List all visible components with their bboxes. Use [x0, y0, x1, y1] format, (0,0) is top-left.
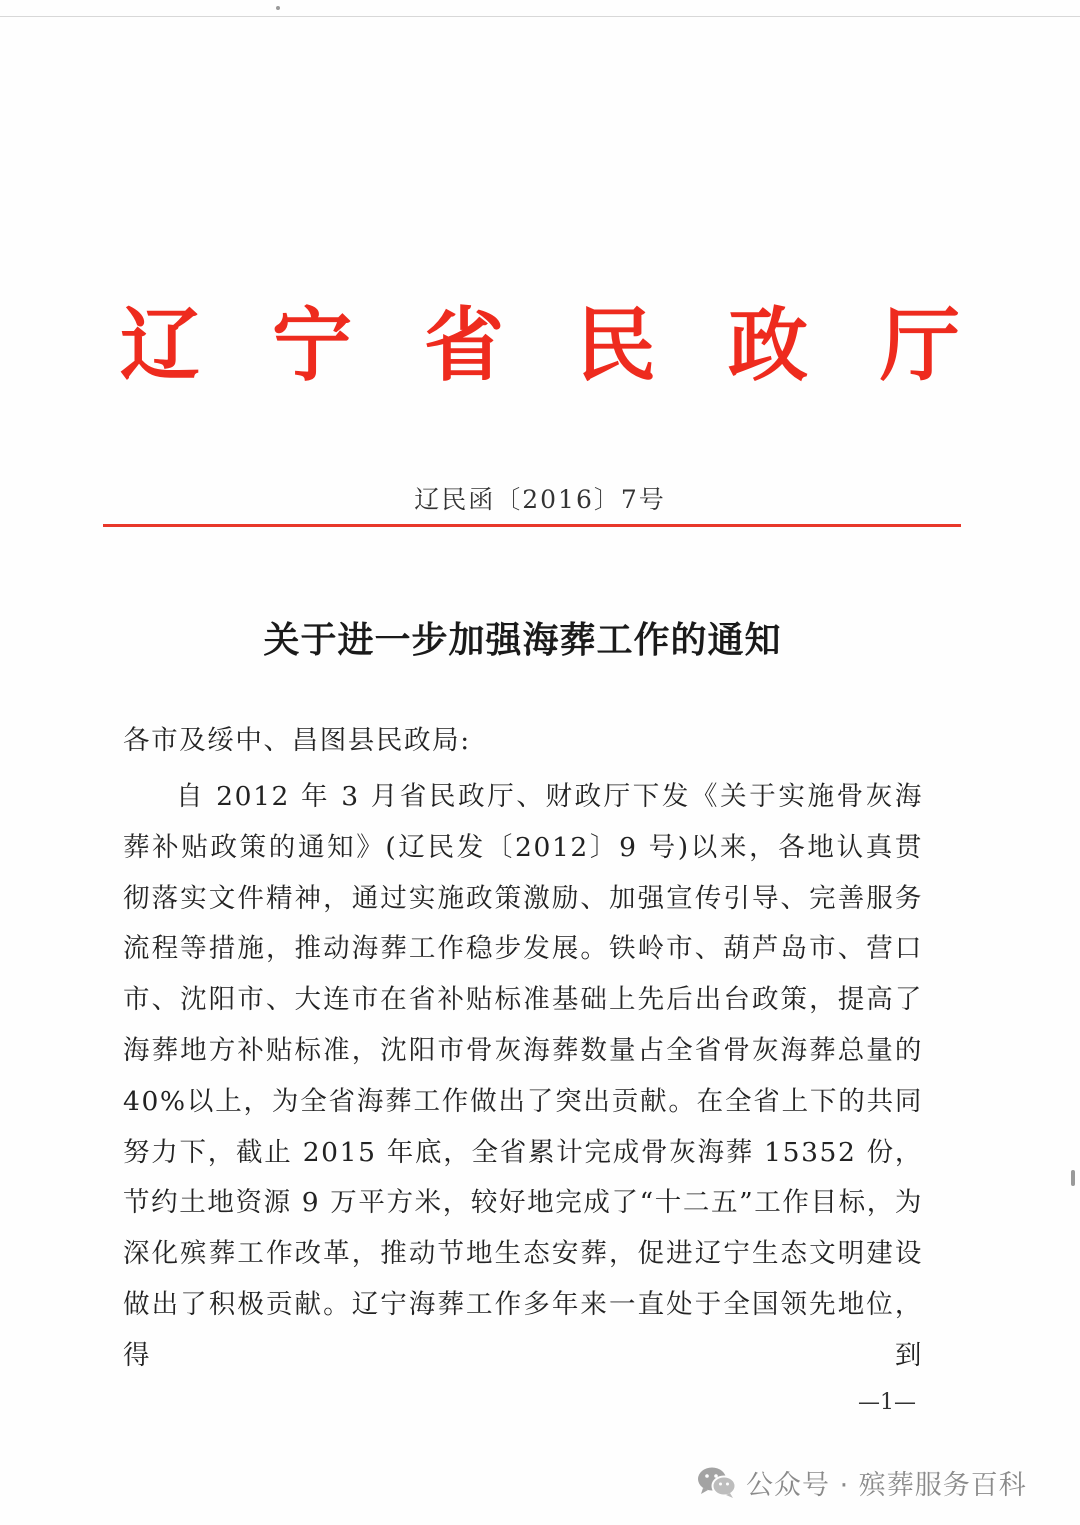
- header-char: 厅: [880, 298, 960, 392]
- page-number: —1—: [858, 1390, 916, 1415]
- header-char: 省: [424, 298, 504, 392]
- header-char: 宁: [272, 298, 352, 392]
- issuer-header: [95, 290, 985, 400]
- salutation: 各市及绥中、昌图县民政局:: [123, 725, 471, 756]
- header-char: 民: [576, 298, 656, 392]
- red-divider-line: [103, 524, 961, 527]
- watermark: [696, 1462, 1027, 1502]
- scan-speck: [1071, 1170, 1075, 1186]
- header-char: 辽: [120, 298, 200, 392]
- watermark-text: 公众号 · 殡葬服务百科: [746, 1469, 1027, 1501]
- wechat-icon: [696, 1465, 738, 1499]
- scan-edge-line: [0, 16, 1080, 17]
- document-title: 关于进一步加强海葬工作的通知: [263, 619, 782, 661]
- header-char: 政: [728, 298, 808, 392]
- document-number: 辽民函〔2016〕7号: [414, 485, 666, 514]
- scan-speck: [276, 6, 280, 10]
- body-paragraph: 自 2012 年 3 月省民政厅、财政厅下发《关于实施骨灰海葬补贴政策的通知》(辽民发〔2012〕9 号)以来，各地认真贯彻落实文件精神，通过实施政策激励、加强宣传引导、完善服务流程等措施，推动海葬工作稳步发展。铁岭市、葫芦岛市、营口市、沈阳市、大连市在省补贴标准基础上先后出台政策，提高了海葬地方补贴标准，沈阳市骨灰海葬数量占全省骨灰海葬总量的 40%以上，为全省海葬工作做出了突出贡献。在全省上下的共同努力下，截止 2015 年底，全省累计完成骨灰海葬 15352 份，节约土地资源 9 万平方米，较好地完成了“十二五”工作目标，为深化殡葬工作改革，推动节地生态安葬，促进辽宁生态文明建设做出了积极贡献。辽宁海葬工作多年来一直处于全国领先地位，得到: [123, 781, 923, 1371]
